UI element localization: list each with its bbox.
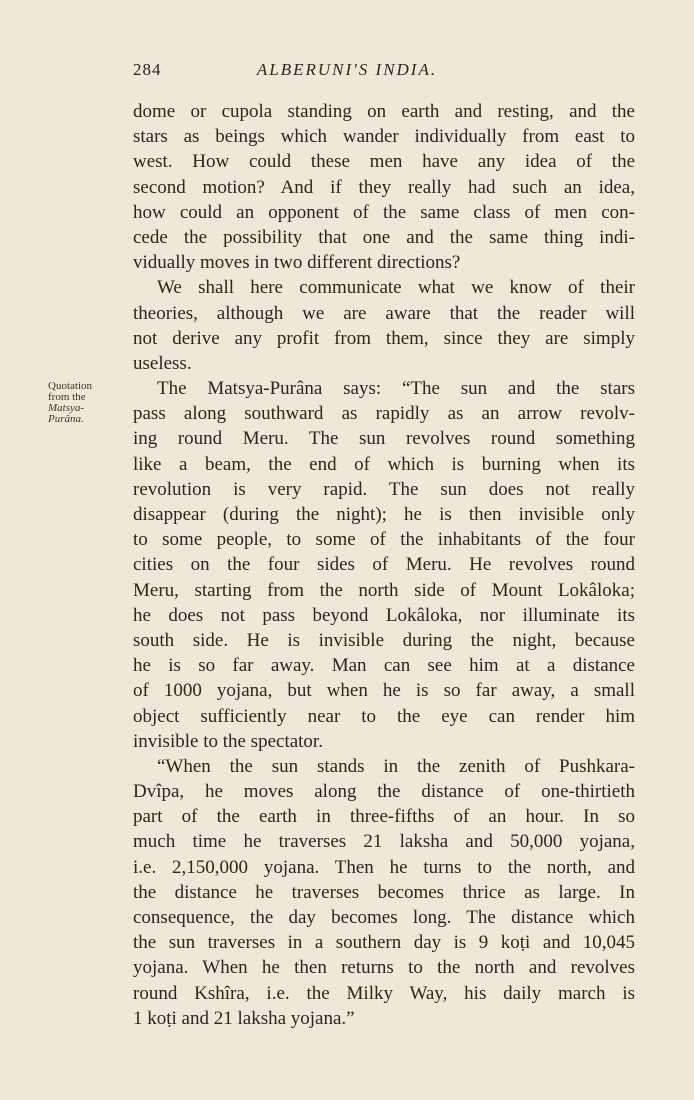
text-line: to some people, to some of the inhabitants of the four — [133, 529, 635, 551]
text-line: 1 koṭi and 21 laksha yojana.” — [133, 1007, 355, 1029]
text-line: dome or cupola standing on earth and resting, and the — [133, 101, 635, 122]
text-line: much time he traverses 21 laksha and 50,000 yojana, — [133, 831, 635, 853]
text-line: pass along southward as rapidly as an arrow revolv- — [133, 403, 635, 425]
text-line: The Matsya-Purâna says: “The sun and the stars — [157, 378, 635, 400]
text-line: like a beam, the end of which is burning when its — [133, 453, 635, 475]
text-line: We shall here communicate what we know of their — [157, 277, 635, 299]
text-line: revolution is very rapid. The sun does not really — [133, 478, 635, 500]
text-line: west. How could these men have any idea of the — [133, 151, 635, 173]
text-line: of 1000 yojana, but when he is so far away, a small — [133, 680, 635, 702]
text-line: vidually moves in two different directions? — [133, 252, 461, 274]
text-line: theories, although we are aware that the reader will — [133, 302, 635, 324]
margin-note-line: Quotation — [48, 380, 92, 392]
text-line: yojana. When he then returns to the north and revolves — [133, 957, 635, 979]
text-line: consequence, the day becomes long. The distance which — [133, 907, 635, 928]
text-line: south side. He is invisible during the night, because — [133, 629, 635, 651]
text-line: disappear (during the night); he is then invisible only — [133, 504, 635, 525]
text-line: invisible to the spectator. — [133, 730, 323, 752]
text-line: he does not pass beyond Lokâloka, nor illuminate its — [133, 604, 635, 626]
margin-note-line: Matsya- — [48, 402, 85, 414]
text-line: stars as beings which wander individually from east to — [133, 126, 635, 148]
text-line: part of the earth in three-fifths of an hour. In so — [133, 806, 635, 828]
text-line: the sun traverses in a southern day is 9 koṭi and 10,045 — [133, 932, 635, 954]
text-line: not derive any profit from them, since they are simply — [133, 327, 635, 349]
text-line: ing round Meru. The sun revolves round something — [133, 428, 635, 450]
page-number: 284 — [133, 60, 162, 79]
text-line: how could an opponent of the same class of men con- — [133, 201, 635, 223]
margin-note — [48, 381, 118, 425]
text-line: object sufficiently near to the eye can render him — [133, 705, 635, 727]
text-line: “When the sun stands in the zenith of Pushkara- — [157, 755, 635, 777]
text-line: useless. — [133, 352, 192, 374]
page-header — [0, 60, 694, 86]
margin-note-line: Purâna. — [48, 413, 84, 425]
text-line: second motion? And if they really had such an idea, — [133, 176, 635, 198]
text-line: the distance he traverses becomes thrice as large. In — [133, 881, 635, 903]
body-text — [133, 99, 635, 1031]
text-line: round Kshîra, i.e. the Milky Way, his daily march is — [133, 982, 635, 1004]
margin-note-line: from the — [48, 391, 86, 403]
text-line: Dvîpa, he moves along the distance of one-thirtieth — [133, 781, 635, 803]
text-line: Meru, starting from the north side of Mount Lokâloka; — [133, 579, 635, 601]
text-line: i.e. 2,150,000 yojana. Then he turns to the north, and — [133, 856, 635, 878]
text-line: he is so far away. Man can see him at a distance — [133, 655, 635, 677]
text-line: cities on the four sides of Meru. He revolves round — [133, 554, 635, 576]
text-line: cede the possibility that one and the same thing indi- — [133, 226, 635, 248]
running-title: ALBERUNI'S INDIA. — [256, 60, 438, 79]
